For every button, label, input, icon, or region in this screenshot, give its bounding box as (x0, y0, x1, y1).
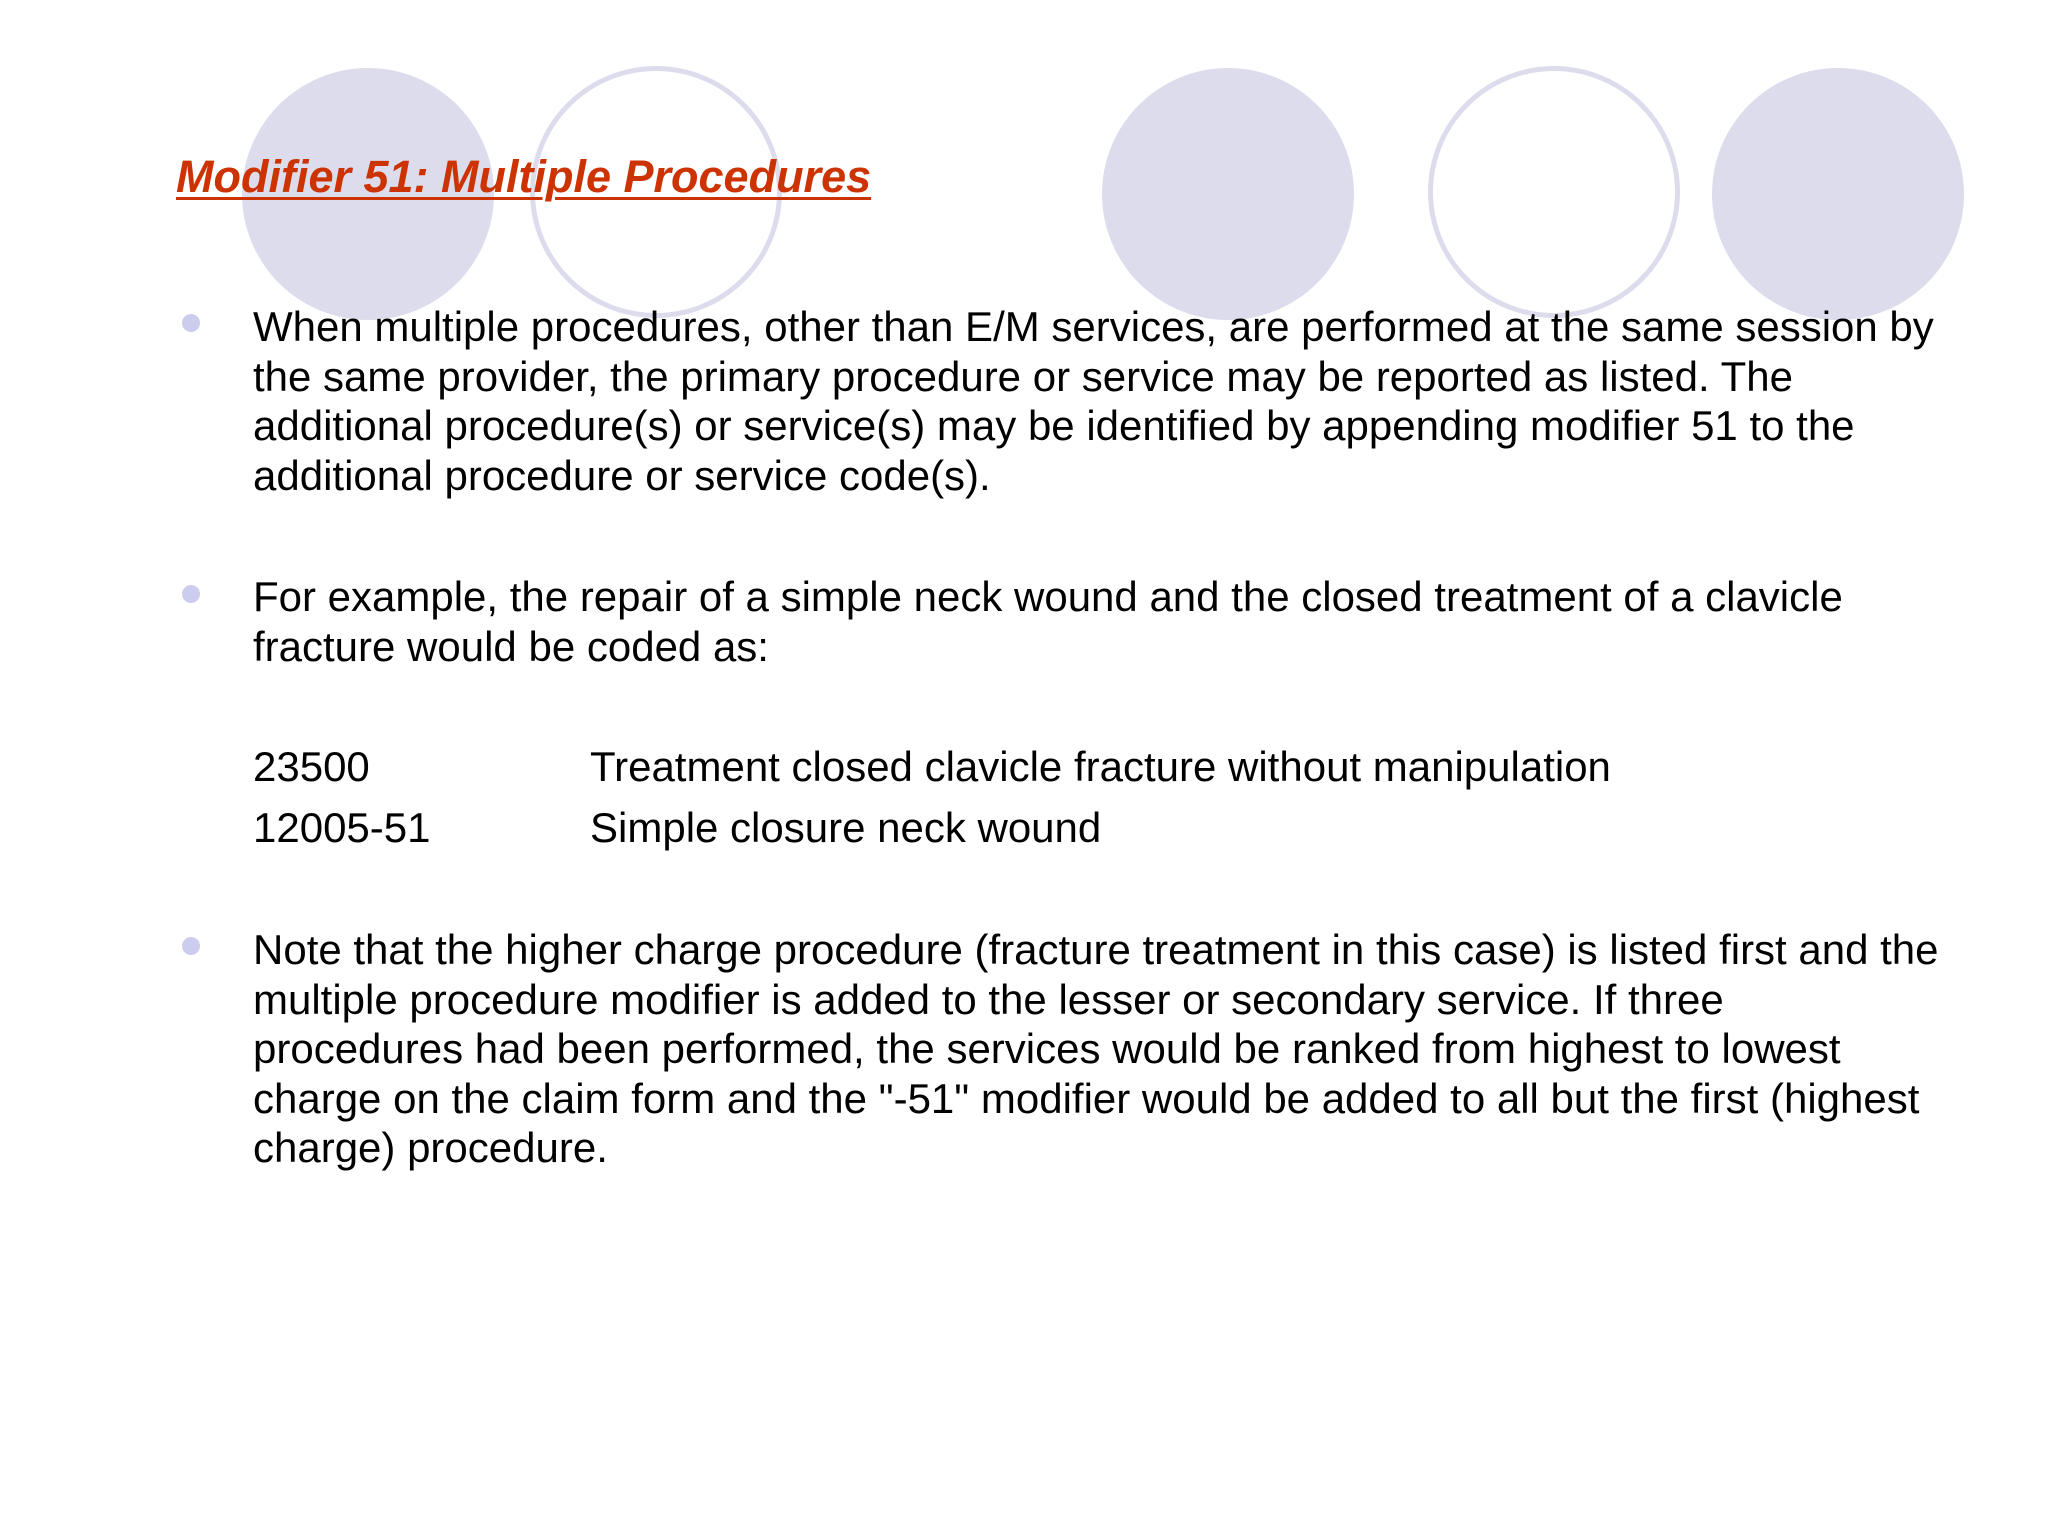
bullet-text-note: Note that the higher charge procedure (fracture treatment in this case) is listed first and the multiple procedure modifier is added to the lesser or secondary service. If three procedures had been performed, the services would be ranked from highest to lowest charge on the claim form and the "-51" modifier would be added to all but the first (highest charge) procedure. (253, 926, 1939, 1171)
procedure-code: 23500 (253, 743, 370, 790)
decorative-circle-5 (1712, 68, 1964, 320)
bullet-icon (182, 585, 200, 603)
bullet-icon (182, 314, 200, 332)
procedure-description: Treatment closed clavicle fracture without manipulation (590, 743, 1611, 790)
bullet-text-example: For example, the repair of a simple neck wound and the closed treatment of a clavicle fracture would be coded as: (253, 573, 1843, 670)
bullet-text-multiple-procedures: When multiple procedures, other than E/M services, are performed at the same session by the same provider, the primary procedure or service may be reported as listed. The additional procedure(s) or service(s) may be identified by appending modifier 51 to the additional procedure or service code(s). (253, 303, 1934, 499)
decorative-circle-3 (1102, 68, 1354, 320)
procedure-code: 12005-51 (253, 804, 431, 851)
code-row (253, 742, 1611, 791)
bullet-icon (182, 937, 200, 955)
procedure-description: Simple closure neck wound (590, 804, 1102, 851)
decorative-circle-4 (1428, 66, 1680, 318)
slide-title: Modifier 51: Multiple Procedures (176, 151, 872, 202)
code-row (253, 803, 1101, 852)
